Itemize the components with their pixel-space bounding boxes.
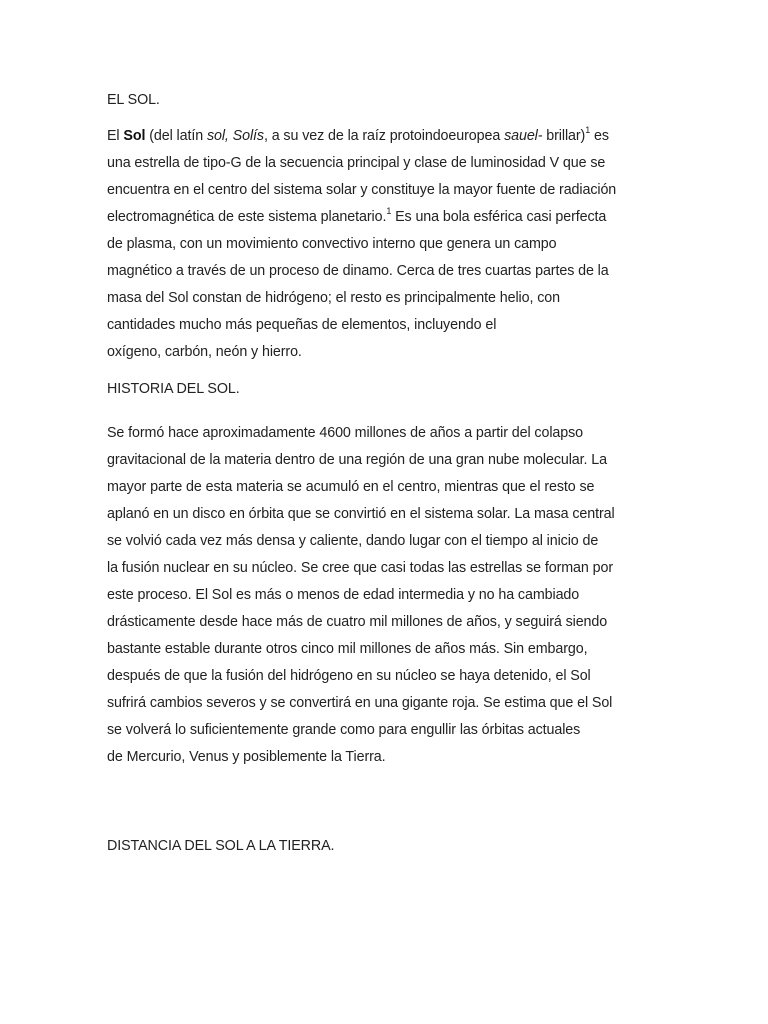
history-line: sufrirá cambios severos y se convertirá en una gigante roja. Se estima que el Sol xyxy=(107,695,613,711)
footnote-reference[interactable]: 1 xyxy=(585,125,591,136)
history-heading: HISTORIA DEL SOL. xyxy=(107,381,240,397)
intro-line-5: de plasma, con un movimiento convectivo interno que genera un campo xyxy=(107,236,557,252)
text-span: brillar) xyxy=(542,128,586,144)
history-line: este proceso. El Sol es más o menos de edad intermedia y no ha cambiado xyxy=(107,587,580,603)
history-line: bastante estable durante otros cinco mil millones de años más. Sin embargo, xyxy=(107,641,588,657)
text-span: electromagnética de este sistema planetario. xyxy=(107,209,387,225)
history-line: la fusión nuclear en su núcleo. Se cree que casi todas las estrellas se forman por xyxy=(107,560,613,576)
intro-line-1 xyxy=(107,125,609,144)
text-span: , a su vez de la raíz protoindoeuropea xyxy=(263,128,505,144)
text-span: El xyxy=(107,128,124,144)
distance-heading: DISTANCIA DEL SOL A LA TIERRA. xyxy=(107,838,335,854)
intro-line-2: una estrella de tipo-G de la secuencia principal y clase de luminosidad V que se xyxy=(107,155,606,171)
italic-term: sol, Solís xyxy=(206,128,264,144)
history-line: aplanó en un disco en órbita que se convirtió en el sistema solar. La masa central xyxy=(107,506,615,522)
history-line: gravitacional de la materia dentro de una región de una gran nube molecular. La xyxy=(107,452,607,468)
footnote-reference[interactable]: 1 xyxy=(386,206,392,217)
history-line: después de que la fusión del hidrógeno en su núcleo se haya detenido, el Sol xyxy=(107,668,591,684)
history-line: se volvió cada vez más densa y caliente, dando lugar con el tiempo al inicio de xyxy=(107,533,599,549)
intro-line-6: magnético a través de un proceso de dinamo. Cerca de tres cuartas partes de la xyxy=(107,263,609,279)
bold-term-sol: Sol xyxy=(123,128,146,144)
intro-line-4 xyxy=(107,206,607,225)
intro-line-8: cantidades mucho más pequeñas de elementos, incluyendo el xyxy=(107,317,497,333)
history-line: Se formó hace aproximadamente 4600 millones de años a partir del colapso xyxy=(107,425,583,441)
intro-line-3: encuentra en el centro del sistema solar y constituye la mayor fuente de radiación xyxy=(107,182,617,198)
text-span: es xyxy=(590,128,609,144)
history-line: mayor parte de esta materia se acumuló en el centro, mientras que el resto se xyxy=(107,479,595,495)
history-line: drásticamente desde hace más de cuatro mil millones de años, y seguirá siendo xyxy=(107,614,608,630)
document-title: EL SOL. xyxy=(107,92,160,108)
intro-line-7: masa del Sol constan de hidrógeno; el resto es principalmente helio, con xyxy=(107,290,560,306)
history-line: de Mercurio, Venus y posiblemente la Tierra. xyxy=(107,749,386,765)
intro-line-9: oxígeno, carbón, neón y hierro. xyxy=(107,344,302,360)
text-span: (del latín xyxy=(145,128,207,144)
history-line: se volverá lo suficientemente grande como para engullir las órbitas actuales xyxy=(107,722,581,738)
italic-term: sauel- xyxy=(504,128,543,144)
text-span: Es una bola esférica casi perfecta xyxy=(391,209,607,225)
